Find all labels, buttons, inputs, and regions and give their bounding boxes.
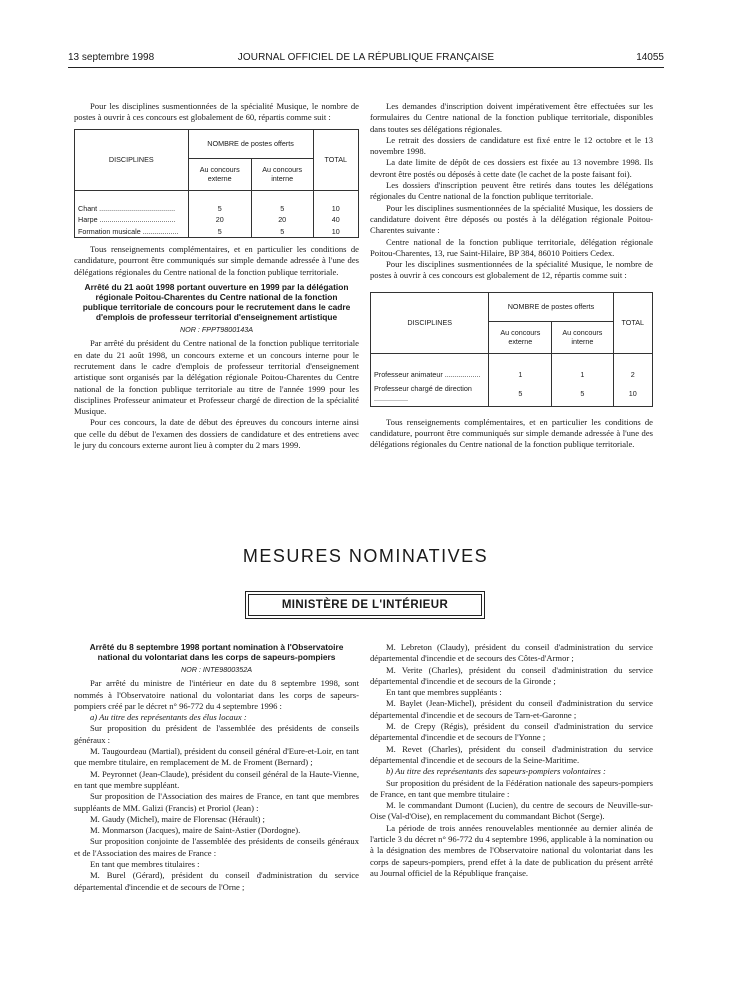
row-animateur-externe: 1 [489, 368, 552, 382]
row-label-chant: Chant [78, 203, 98, 213]
nombre-postes-paragraph: Pour les disciplines susmentionnées de la spécialité Musique, le nombre de postes à ouvrir à ces concours est globalement de 12, répartis comme suit : [370, 259, 653, 281]
proposition-federation-paragraph: Sur proposition du président de la Fédération nationale des sapeurs-pompiers de France, en tant que membre titulaire : [370, 777, 653, 799]
row-chant-interne: 5 [251, 203, 313, 214]
verite-paragraph: M. Verite (Charles), président du conseil d'administration du service départemental d'incendie et de secours de la Gironde ; [370, 664, 653, 686]
row-formation-interne: 5 [251, 225, 313, 238]
row-direction-total: 10 [613, 382, 652, 407]
renseignements-paragraph-right: Tous renseignements complémentaires, et en particulier les conditions de candidature, pourront être communiqués sur simple demande adressée à l'une des délégations régionales du Centre national de la fonction publique territoriale. [370, 416, 653, 450]
demandes-inscription-paragraph: Les demandes d'inscription doivent impérativement être effectuées sur les formulaires du Centre national de la fonction publique territoriale, disponibles dans toutes ses délégations régionales. [370, 101, 653, 134]
row-direction-externe: 5 [489, 382, 552, 407]
table-row: Professeur animateur .................. 1 1 2 [371, 368, 653, 382]
page-header [68, 52, 664, 68]
gaudy-paragraph: M. Gaudy (Michel), maire de Florensac (Hérault) ; [90, 813, 265, 824]
table-row: Harpe ...................................... 20 20 40 [75, 214, 359, 225]
date-limite-paragraph: La date limite de dépôt de ces dossiers est fixée au 13 novembre 1998. Ils devront être postés ou déposés à cette date (le cachet de la poste faisant foi). [370, 157, 653, 179]
row-animateur-interne: 1 [552, 368, 613, 382]
adresse-centre-paragraph: Centre national de la fonction publique territoriale, délégation régionale Poitou-Charentes, 13, rue Saint-Hilaire, BP 384, 86010 Poitiers Cedex. [370, 236, 653, 258]
arrete-21-aout-title: Arrêté du 21 août 1998 portant ouverture en 1999 par la délégation régionale Poitou-Charentes du Centre national de la fonction publique territoriale de concours pour le recrutement dans le cadre d'emplois de professeur territorial d'enseignement artistique [82, 282, 351, 323]
membres-suppleants-heading: En tant que membres suppléants : [386, 687, 502, 698]
row-chant-total: 10 [313, 203, 358, 214]
burel-paragraph: M. Burel (Gérard), président du conseil d'administration du service départemental d'incendie et de secours de l'Orne ; [74, 870, 359, 892]
right-bottom-column [370, 642, 653, 879]
peyronnet-paragraph: M. Peyronnet (Jean-Claude), président du conseil général de la Haute-Vienne, en tant que membre suppléant. [74, 768, 359, 790]
header-rule [68, 67, 664, 68]
row-label-direction: Professeur chargé de direction [374, 383, 472, 393]
proposition-conjointe-paragraph: Sur proposition conjointe de l'assemblée des présidents de conseils généraux et de l'Association des maires de France : [74, 836, 359, 858]
row-formation-total: 10 [313, 225, 358, 238]
table-header-externe: Au concours externe [188, 159, 251, 191]
proposition-presidents-paragraph: Sur proposition du président de l'assemblée des présidents de conseils généraux : [74, 723, 359, 745]
membres-titulaires-heading: En tant que membres titulaires : [90, 859, 200, 870]
dossiers-retires-paragraph: Les dossiers d'inscription peuvent être retirés dans toutes les délégations régionales du Centre national de la fonction publique territoriale. [370, 180, 653, 202]
baylet-paragraph: M. Baylet (Jean-Michel), président du conseil d'administration du service départemental d'incendie et de secours de Tarn-et-Garonne ; [370, 698, 653, 720]
disciplines-depot-paragraph: Pour les disciplines susmentionnées de la spécialité Musique, les dossiers de candidature doivent être déposés ou postés à la délégation régionale Poitou-Charentes suivante : [370, 202, 653, 236]
row-direction-interne: 5 [552, 382, 613, 407]
sapeurs-pompiers-heading: b) Au titre des représentants des sapeurs-pompiers volontaires : [386, 766, 606, 777]
revet-paragraph: M. Revet (Charles), président du conseil d'administration du service départemental d'incendie et de secours de la Seine-Maritime. [370, 743, 653, 765]
header-page-number: 14055 [636, 52, 664, 63]
right-top-column [370, 101, 653, 451]
left-bottom-column [74, 642, 359, 893]
de-crepy-paragraph: M. de Crepy (Régis), président du conseil d'administration du service départemental d'incendie et de secours de l'Yonne ; [370, 721, 653, 743]
monmarson-paragraph: M. Monmarson (Jacques), maire de Saint-Astier (Dordogne). [90, 825, 301, 836]
row-label-formation: Formation musicale [78, 226, 141, 236]
header-journal-title: JOURNAL OFFICIEL DE LA RÉPUBLIQUE FRANÇAISE [237, 52, 495, 63]
nor-reference: NOR : FPPT9800143A [179, 325, 254, 335]
dumont-paragraph: M. le commandant Dumont (Lucien), du centre de secours de Neuville-sur-Oise (Val-d'Oise), en remplacement du commandant Bichot (Serge). [370, 800, 653, 822]
taugourdeau-paragraph: M. Taugourdeau (Martial), président du conseil général d'Eure-et-Loir, en tant que membre titulaire, en remplacement de M. de Froment (Bernard) ; [74, 746, 359, 768]
table-header-nombre: NOMBRE de postes offerts [489, 292, 613, 321]
row-label-harpe: Harpe [78, 214, 98, 224]
section-title: MESURES NOMINATIVES [242, 546, 489, 566]
table-header-disciplines: DISCIPLINES [371, 292, 489, 353]
table-row: Professeur chargé de direction ................. 5 5 10 [371, 382, 653, 407]
table-header-interne: Au concours interne [251, 159, 313, 191]
row-harpe-interne: 20 [251, 214, 313, 225]
header-date: 13 septembre 1998 [68, 52, 155, 63]
row-animateur-total: 2 [613, 368, 652, 382]
elus-locaux-heading: a) Au titre des représentants des élus locaux : [90, 712, 247, 723]
renseignements-paragraph: Tous renseignements complémentaires, et en particulier les conditions de candidature, pourront être communiqués sur simple demande adressée à l'une des délégations régionales du Centre national de la fonction publique territoriale. [74, 244, 359, 277]
row-label-animateur: Professeur animateur [374, 370, 443, 380]
ministry-heading: MINISTÈRE DE L'INTÉRIEUR [248, 594, 482, 616]
nor-reference: NOR : INTE9800352A [180, 665, 253, 674]
table-header-disciplines: DISCIPLINES [75, 129, 189, 190]
date-concours-paragraph: Pour ces concours, la date de début des épreuves du concours interne ainsi que celle du début de l'examen des dossiers de candidature et des entretiens avec le jury du concours externe auront lieu à compter du 2 mars 1999. [74, 417, 359, 451]
proposition-maires-paragraph: Sur proposition de l'Association des maires de France, en tant que membres suppléants de MM. Galizi (Francis) et Proriol (Jean) : [74, 791, 359, 813]
row-harpe-externe: 20 [188, 214, 251, 225]
arrete-8-septembre-title: Arrêté du 8 septembre 1998 portant nomination à l'Observatoire national du volontariat dans les corps de sapeurs-pompiers [89, 642, 344, 662]
row-harpe-total: 40 [313, 214, 358, 225]
table-row: Chant ...................................... 5 5 10 [75, 203, 359, 214]
row-formation-externe: 5 [188, 225, 251, 238]
table-header-total: TOTAL [613, 292, 652, 353]
music-intro-paragraph: Pour les disciplines susmentionnées de la spécialité Musique, le nombre de postes à ouvrir à ces concours est globalement de 60, répartis comme suit : [74, 101, 359, 123]
table-header-total: TOTAL [313, 129, 358, 190]
arrete-21-aout-paragraph: Par arrêté du président du Centre national de la fonction publique territoriale en date du 21 août 1998, un concours externe et un concours interne pour le recrutement dans le cadre d'emplois de professeur territorial d'enseignement artistique sont organisés par la délégation régionale Poitou-Charentes du Centre national de la fonction publique territoriale au titre de l'année 1999 pour les disciplines Professeur animateur et Professeur chargé de direction de la spécialité Musique. [74, 338, 359, 417]
table-header-externe: Au concours externe [489, 322, 552, 354]
nomination-intro-paragraph: Par arrêté du ministre de l'intérieur en date du 8 septembre 1998, sont nommés à l'Observatoire national du volontariat dans les corps de sapeurs-pompiers créé par le décret n° 96-772 du 4 septembre 1996 : [74, 678, 359, 711]
lebreton-paragraph: M. Lebreton (Claudy), président du conseil d'administration du service départemental d'incendie et de secours des Côtes-d'Armor ; [370, 642, 653, 664]
row-chant-externe: 5 [188, 203, 251, 214]
table-row: Formation musicale .................. 5 5 10 [75, 225, 359, 238]
professeur-postes-table [370, 292, 653, 407]
left-top-column [74, 101, 359, 451]
table-header-nombre: NOMBRE de postes offerts [188, 129, 313, 158]
retrait-dossiers-paragraph: Le retrait des dossiers de candidature est fixé entre le 12 octobre et le 13 novembre 1998. [370, 134, 653, 157]
periode-paragraph: La période de trois années renouvelables mentionnée au dernier alinéa de l'article 3 du décret n° 96-772 du 4 septembre 1996, applicable à la nomination ou à la désignation des membres de l'Observatoire national du volontariat dans les corps de sapeurs-pompiers, prend effet à la date de publication du présent arrêté au Journal officiel de la République française. [370, 822, 653, 878]
table-header-interne: Au concours interne [552, 322, 613, 354]
music-postes-table [74, 129, 359, 239]
